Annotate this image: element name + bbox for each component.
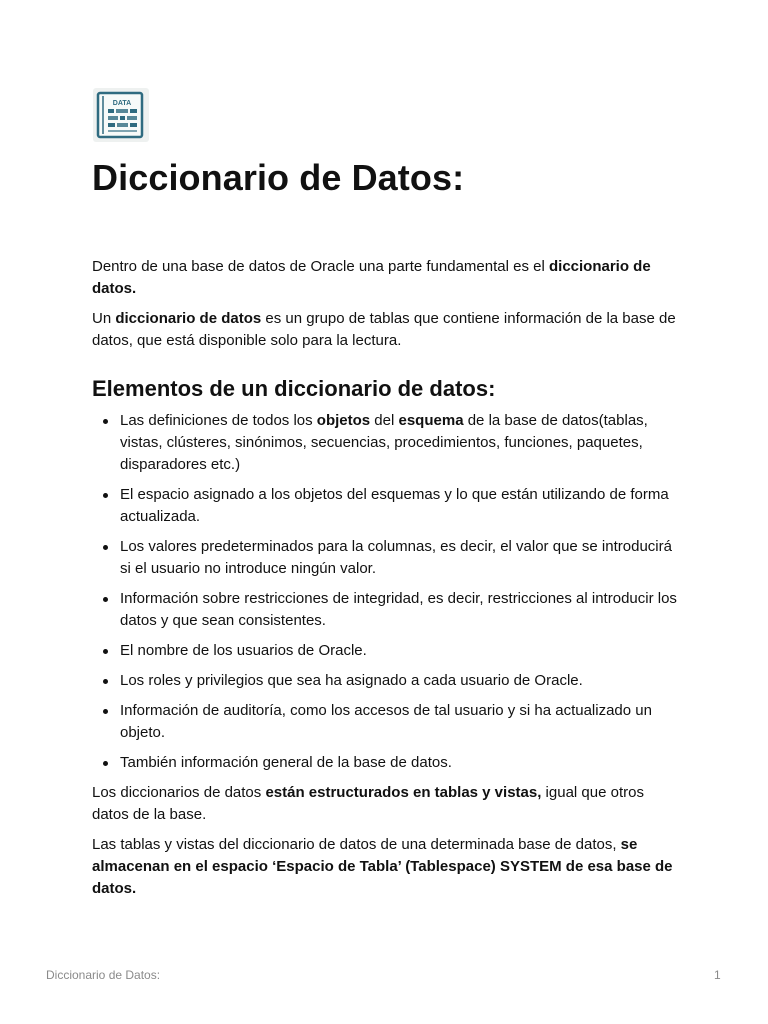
- list-item: [92, 670, 682, 692]
- bold-text: diccionario de datos.: [92, 258, 651, 297]
- text-run: También información general de la base de datos.: [120, 754, 452, 771]
- text-run: Un: [92, 310, 116, 327]
- closing-section: [92, 782, 682, 900]
- list-item: [92, 410, 682, 476]
- intro-paragraph: [92, 308, 682, 352]
- text-run: El nombre de los usuarios de Oracle.: [120, 642, 367, 659]
- bullet-icon: [103, 679, 108, 684]
- bullet-icon: [103, 545, 108, 550]
- bold-text: esquema: [398, 412, 464, 429]
- bullet-icon: [103, 709, 108, 714]
- bullet-icon: [103, 597, 108, 602]
- text-run: Los valores predeterminados para la columnas, es decir, el valor que se introducirá si el usuario no introduce ningún valor.: [120, 538, 672, 577]
- intro-section: [92, 256, 682, 352]
- text-run: Las tablas y vistas del diccionario de datos de una determinada base de datos,: [92, 836, 621, 853]
- text-run: Las definiciones de todos los: [120, 412, 317, 429]
- icon-label: DATA: [112, 100, 132, 107]
- text-run: El espacio asignado a los objetos del esquemas y lo que están utilizando de forma actualizada.: [120, 486, 669, 525]
- bullet-icon: [103, 493, 108, 498]
- bullet-icon: [103, 649, 108, 654]
- text-run: Dentro de una base de datos de Oracle una parte fundamental es el: [92, 258, 549, 275]
- bullet-icon: [103, 419, 108, 424]
- text-run: igual que otros datos de la base.: [92, 784, 644, 823]
- bullet-icon: [103, 761, 108, 766]
- bold-text: diccionario de datos: [115, 310, 262, 327]
- intro-paragraph: [92, 256, 682, 300]
- list-item: [92, 640, 682, 662]
- list-item: [92, 588, 682, 632]
- bold-text: objetos: [316, 412, 371, 429]
- section-heading: Elementos de un diccionario de datos:: [92, 376, 496, 401]
- text-run: Los roles y privilegios que sea ha asignado a cada usuario de Oracle.: [120, 672, 583, 689]
- text-run: de la base de datos(tablas, vistas, clústeres, sinónimos, secuencias, procedimientos, funciones, paquetes, disparadores etc.): [120, 412, 648, 473]
- list-item: [92, 484, 682, 528]
- document-body: [92, 256, 682, 908]
- text-run: es un grupo de tablas que contiene información de la base de datos, que está disponible solo para la lectura.: [92, 310, 676, 349]
- list-item: [92, 700, 682, 744]
- bold-text: están estructurados en tablas y vistas,: [265, 784, 542, 801]
- text-run: del: [370, 412, 399, 429]
- bold-text: se almacenan en el espacio ‘Espacio de Tabla’ (Tablespace) SYSTEM de esa base de datos.: [92, 836, 673, 897]
- footer-document-title: Diccionario de Datos:: [46, 968, 161, 982]
- data-dictionary-book-icon: [93, 88, 149, 142]
- elements-list: [92, 410, 682, 774]
- list-item: [92, 752, 682, 774]
- text-run: Información de auditoría, como los accesos de tal usuario y si ha actualizado un objeto.: [120, 702, 652, 741]
- text-run: Los diccionarios de datos: [92, 784, 266, 801]
- list-item: [92, 536, 682, 580]
- page-title: Diccionario de Datos:: [92, 157, 465, 198]
- footer-page-number: 1: [714, 968, 721, 982]
- closing-paragraph: [92, 834, 682, 900]
- book-icon-graphic: [93, 88, 149, 142]
- text-run: Información sobre restricciones de integridad, es decir, restricciones al introducir los datos y que sean consistentes.: [120, 590, 677, 629]
- closing-paragraph: [92, 782, 682, 826]
